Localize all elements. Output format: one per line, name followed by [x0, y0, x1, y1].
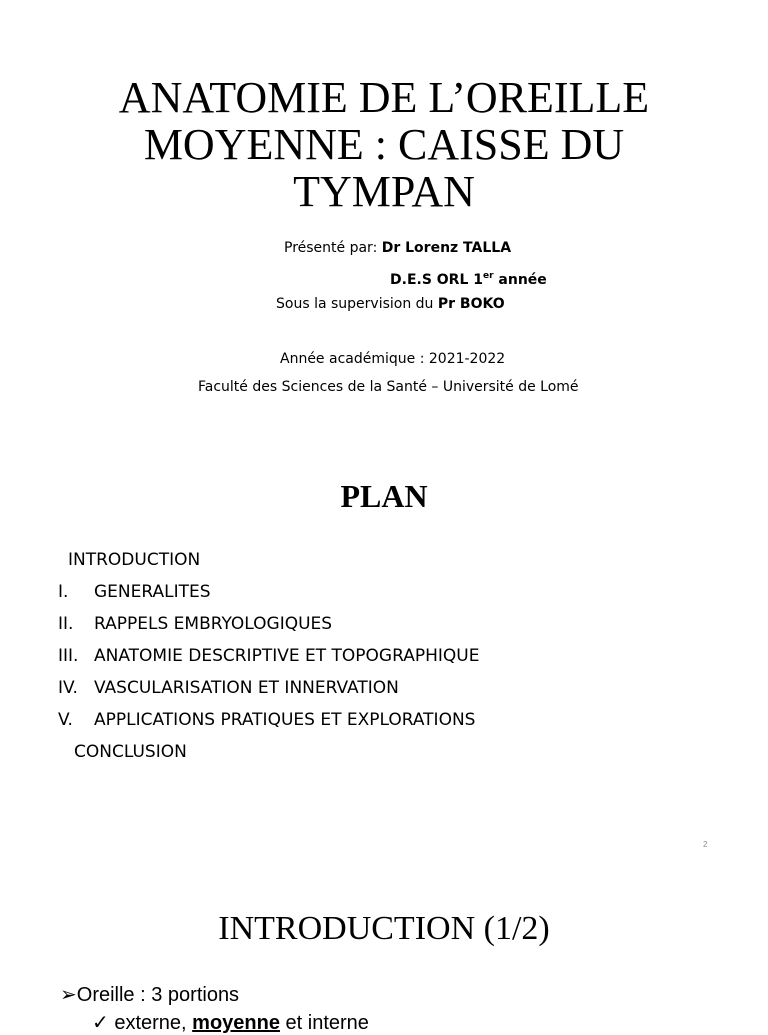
supervisor-name: Pr BOKO [437, 296, 505, 312]
bullet-text-emphasis: moyenne [192, 1012, 280, 1034]
plan-item-label: CONCLUSION [74, 742, 187, 762]
plan-item-number: V. [58, 710, 73, 730]
plan-item-label: VASCULARISATION ET INNERVATION [94, 678, 399, 698]
supervision-label: Sous la supervision du [276, 296, 438, 312]
checkmark-icon: ✓ [92, 1012, 109, 1034]
presenter-line [284, 239, 511, 257]
plan-item-number: III. [58, 646, 79, 666]
plan-title: PLAN [340, 478, 428, 514]
bullet-text-c: et interne [279, 1012, 369, 1034]
bullet-text-a: externe, [108, 1012, 193, 1034]
grade-prefix: D.E.S ORL 1 [390, 272, 483, 288]
plan-slide [0, 440, 768, 860]
plan-item-number: I. [58, 582, 69, 602]
bullet-portions [92, 1010, 369, 1035]
introduction-slide [0, 880, 768, 1034]
presented-label: Présenté par: [284, 240, 382, 256]
grade-line [390, 267, 547, 289]
grade-suffix: année [493, 272, 547, 288]
bullet-text: Oreille : 3 portions [76, 984, 240, 1006]
presenter-name: Dr Lorenz TALLA [381, 240, 512, 256]
faculty-name: Faculté des Sciences de la Santé – Université de Lomé [198, 379, 579, 395]
document-title: ANATOMIE DE L’OREILLE MOYENNE : CAISSE DU TYMPAN [118, 73, 650, 216]
plan-item-label: ANATOMIE DESCRIPTIVE ET TOPOGRAPHIQUE [94, 646, 480, 666]
plan-item-conclusion [74, 742, 187, 762]
plan-item-label: INTRODUCTION [68, 550, 201, 570]
plan-item-introduction [68, 550, 200, 570]
page-number: 2 [703, 840, 708, 849]
plan-item-label: APPLICATIONS PRATIQUES ET EXPLORATIONS [94, 710, 476, 730]
plan-item-label: GENERALITES [94, 582, 211, 602]
academic-year: Année académique : 2021-2022 [280, 351, 506, 367]
bullet-oreille [60, 982, 239, 1007]
supervision-line [276, 295, 505, 313]
plan-item-number: IV. [58, 678, 78, 698]
plan-item-label: RAPPELS EMBRYOLOGIQUES [94, 614, 333, 634]
grade-sup: er [483, 271, 494, 281]
title-slide [0, 0, 768, 430]
arrow-bullet-icon: ➢ [60, 984, 77, 1006]
introduction-title: INTRODUCTION (1/2) [218, 910, 550, 947]
plan-item-number: II. [58, 614, 74, 634]
